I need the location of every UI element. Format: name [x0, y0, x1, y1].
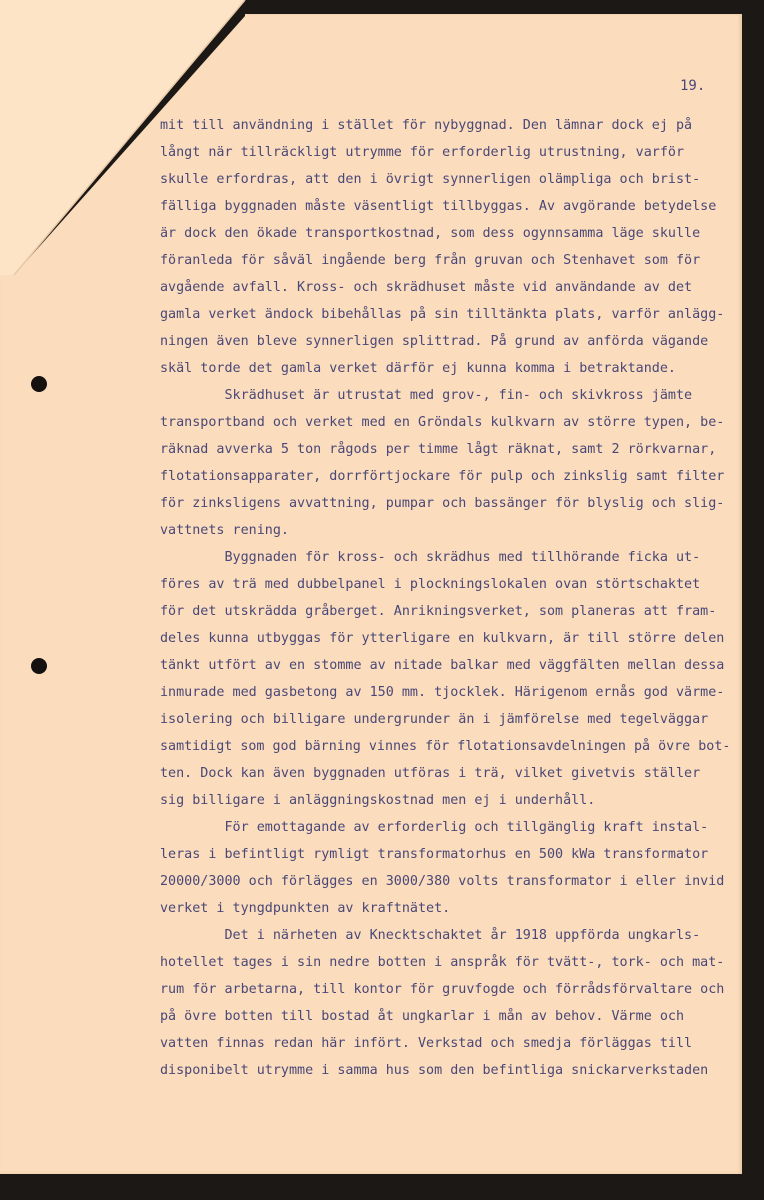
text-line: föranleda för såväl ingående berg från gruvan och Stenhavet som för — [160, 253, 701, 268]
text-line: Det i närheten av Knecktschaktet år 1918 uppförda ungkarls- — [160, 928, 701, 943]
text-line: på övre botten till bostad åt ungkarlar i mån av behov. Värme och — [160, 1009, 685, 1024]
text-line: Byggnaden för kross- och skrädhus med tillhörande ficka ut- — [160, 550, 701, 565]
text-line: mit till användning i stället för nybyggnad. Den lämnar dock ej på — [160, 118, 693, 133]
text-line: sig billigare i anläggningskostnad men ej i underhåll. — [160, 793, 596, 808]
text-line: ningen även bleve synnerligen splittrad. På grund av anförda vägande — [160, 334, 709, 349]
text-line: vattnets rening. — [160, 523, 289, 538]
text-line: fälliga byggnaden måste väsentligt tillbyggas. Av avgörande betydelse — [160, 199, 717, 214]
text-line: för det utskrädda gråberget. Anrikningsverket, som planeras att fram- — [160, 604, 717, 619]
page-number: 19. — [680, 78, 706, 94]
text-line: vatten finnas redan här infört. Verkstad och smedja förläggas till — [160, 1036, 693, 1051]
text-line: avgående avfall. Kross- och skrädhuset måste vid användande av det — [160, 280, 693, 295]
text-line: deles kunna utbyggas för ytterligare en kulkvarn, är till större delen — [160, 631, 725, 646]
text-line: transportband och verket med en Gröndals kulkvarn av större typen, be- — [160, 415, 725, 430]
text-line: skäl torde det gamla verket därför ej kunna komma i betraktande. — [160, 361, 676, 376]
text-line: föres av trä med dubbelpanel i plockningslokalen ovan störtschaktet — [160, 577, 701, 592]
text-line: flotationsapparater, dorrförtjockare för pulp och zinkslig samt filter — [160, 469, 725, 484]
text-line: är dock den ökade transportkostnad, som dess ogynnsamma läge skulle — [160, 226, 701, 241]
text-line: samtidigt som god bärning vinnes för flotationsavdelningen på övre bot- — [160, 739, 731, 754]
text-line: gamla verket ändock bibehållas på sin tilltänkta plats, varför anlägg- — [160, 307, 725, 322]
text-line: tänkt utfört av en stomme av nitade balkar med väggfälten mellan dessa — [160, 658, 725, 673]
text-line: isolering och billigare undergrunder än i jämförelse med tegelväggar — [160, 712, 709, 727]
text-line: 20000/3000 och förlägges en 3000/380 volts transformator i eller invid — [160, 874, 725, 889]
text-line: skulle erfordras, att den i övrigt synnerligen olämpliga och brist- — [160, 172, 701, 187]
text-line: för zinksligens avvattning, pumpar och bassänger för blyslig och slig- — [160, 496, 725, 511]
text-line: hotellet tages i sin nedre botten i anspråk för tvätt-, tork- och mat- — [160, 955, 725, 970]
text-line: rum för arbetarna, till kontor för gruvfogde och förrådsförvaltare och — [160, 982, 725, 997]
text-line: disponibelt utrymme i samma hus som den befintliga snickarverkstaden — [160, 1063, 709, 1078]
text-line: Skrädhuset är utrustat med grov-, fin- och skivkross jämte — [160, 388, 693, 403]
text-line: För emottagande av erforderlig och tillgänglig kraft instal- — [160, 820, 709, 835]
text-line: inmurade med gasbetong av 150 mm. tjocklek. Härigenom ernås god värme- — [160, 685, 725, 700]
text-line: ten. Dock kan även byggnaden utföras i trä, vilket givetvis ställer — [160, 766, 701, 781]
text-line: långt när tillräckligt utrymme för erforderlig utrustning, varför — [160, 145, 685, 160]
text-line: leras i befintligt rymligt transformatorhus en 500 kWa transformator — [160, 847, 709, 862]
text-line: verket i tyngdpunkten av kraftnätet. — [160, 901, 451, 916]
text-line: räknad avverka 5 ton rågods per timme lågt räknat, samt 2 rörkvarnar, — [160, 442, 717, 457]
